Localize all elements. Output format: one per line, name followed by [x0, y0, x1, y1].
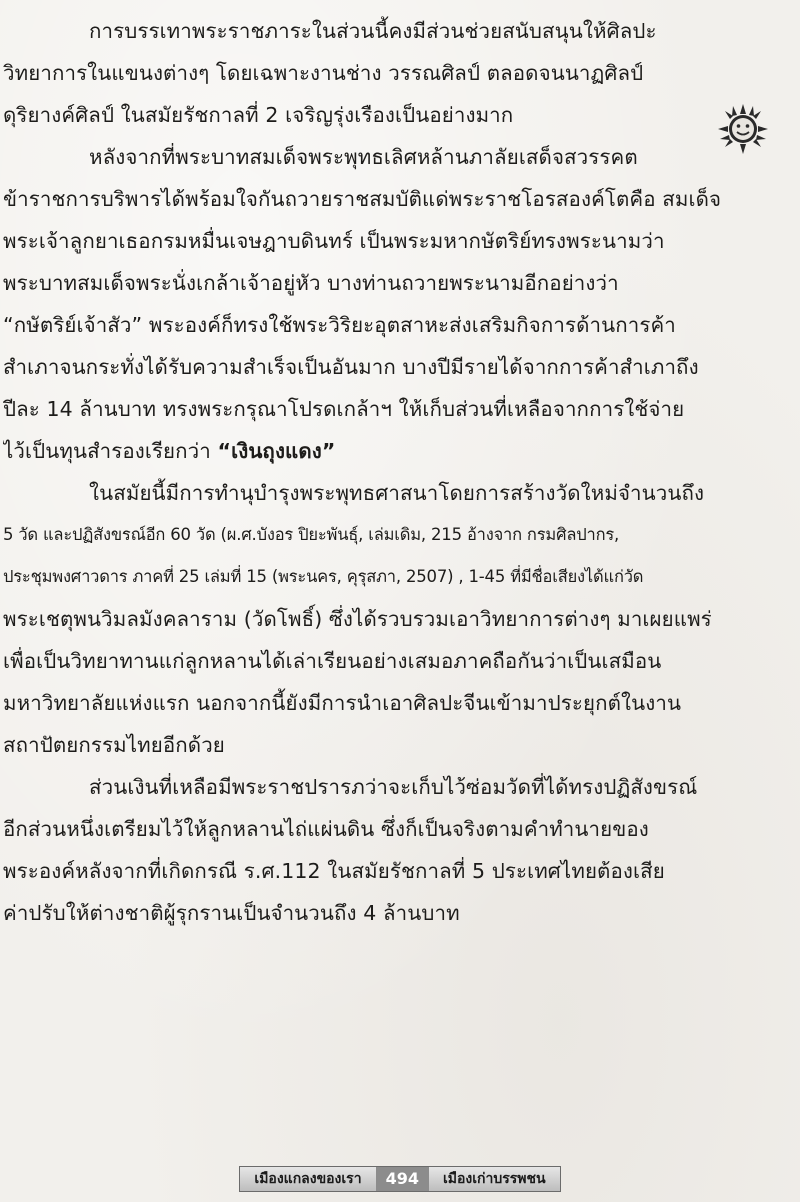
sun-face-icon	[716, 102, 770, 156]
chapter-title-right: เมืองเก่าบรรพชน	[429, 1167, 560, 1191]
book-title-left: เมืองแกลงของเรา	[240, 1167, 375, 1191]
text-line: พระเจ้าลูกยาเธอกรมหมื่นเจษฎาบดินทร์ เป็นพระมหากษัตริย์ทรงพระนามว่า	[3, 229, 665, 253]
text-line: วิทยาการในแขนงต่างๆ โดยเฉพาะงานช่าง วรรณศิลป์ ตลอดจนนาฏศิลป์	[3, 61, 644, 85]
body-text	[3, 10, 781, 934]
text-line: การบรรเทาพระราชภาระในส่วนนี้คงมีส่วนช่วยสนับสนุนให้ศิลปะ	[89, 19, 657, 43]
text-line	[3, 430, 781, 472]
text-line: สถาปัตยกรรมไทยอีกด้วย	[3, 733, 225, 757]
text-line: ข้าราชการบริพารได้พร้อมใจกันถวายราชสมบัติแด่พระราชโอรสองค์โตคือ สมเด็จ	[3, 187, 722, 211]
text-line: มหาวิทยาลัยแห่งแรก นอกจากนี้ยังมีการนำเอาศิลปะจีนเข้ามาประยุกต์ในงาน	[3, 691, 682, 715]
page-number: 494	[376, 1167, 429, 1191]
text-line: ค่าปรับให้ต่างชาติผู้รุกรานเป็นจำนวนถึง 4 ล้านบาท	[3, 901, 460, 925]
footer-bar	[239, 1166, 560, 1192]
text-line: ดุริยางค์ศิลป์ ในสมัยรัชกาลที่ 2 เจริญรุ่งเรืองเป็นอย่างมาก	[3, 103, 514, 127]
text-line: หลังจากที่พระบาทสมเด็จพระพุทธเลิศหล้านภาลัยเสด็จสวรรคต	[89, 145, 638, 169]
text-line: พระองค์หลังจากที่เกิดกรณี ร.ศ.112 ในสมัยรัชกาลที่ 5 ประเทศไทยต้องเสีย	[3, 859, 665, 883]
text-line: สำเภาจนกระทั่งได้รับความสำเร็จเป็นอันมาก บางปีมีรายได้จากการค้าสำเภาถึง	[3, 355, 699, 379]
text-line-start: ไว้เป็นทุนสำรองเรียกว่า	[3, 439, 211, 463]
text-line: ประชุมพงศาวดาร ภาคที่ 25 เล่มที่ 15 (พระนคร, คุรุสภา, 2507) , 1-45 ที่มีชื่อเสียงได้แก่วัด	[3, 567, 644, 586]
text-line: ปีละ 14 ล้านบาท ทรงพระกรุณาโปรดเกล้าฯ ให้เก็บส่วนที่เหลือจากการใช้จ่าย	[3, 397, 685, 421]
text-line: พระเชตุพนวิมลมังคลาราม (วัดโพธิ์) ซึ่งได้รวบรวมเอาวิทยาการต่างๆ มาเผยแพร่	[3, 607, 712, 631]
text-line: เพื่อเป็นวิทยาทานแก่ลูกหลานได้เล่าเรียนอย่างเสมอภาคถือกันว่าเป็นเสมือน	[3, 649, 662, 673]
page-footer	[0, 1166, 800, 1192]
text-line: “กษัตริย์เจ้าสัว” พระองค์ก็ทรงใช้พระวิริยะอุตสาหะส่งเสริมกิจการด้านการค้า	[3, 313, 676, 337]
text-line: อีกส่วนหนึ่งเตรียมไว้ให้ลูกหลานไถ่แผ่นดิน ซึ่งก็เป็นจริงตามคำทำนายของ	[3, 817, 649, 841]
text-line: พระบาทสมเด็จพระนั่งเกล้าเจ้าอยู่หัว บางท่านถวายพระนามอีกอย่างว่า	[3, 271, 619, 295]
bold-phrase: “เงินถุงแดง”	[217, 439, 336, 463]
text-line: ส่วนเงินที่เหลือมีพระราชปรารภว่าจะเก็บไว้ซ่อมวัดที่ได้ทรงปฏิสังขรณ์	[89, 775, 698, 799]
text-line: 5 วัด และปฏิสังขรณ์อีก 60 วัด (ผ.ศ.บังอร ปิยะพันธุ์, เล่มเดิม, 215 อ้างจาก กรมศิลปากร,	[3, 525, 620, 544]
text-line: ในสมัยนี้มีการทำนุบำรุงพระพุทธศาสนาโดยการสร้างวัดใหม่จำนวนถึง	[89, 481, 705, 505]
